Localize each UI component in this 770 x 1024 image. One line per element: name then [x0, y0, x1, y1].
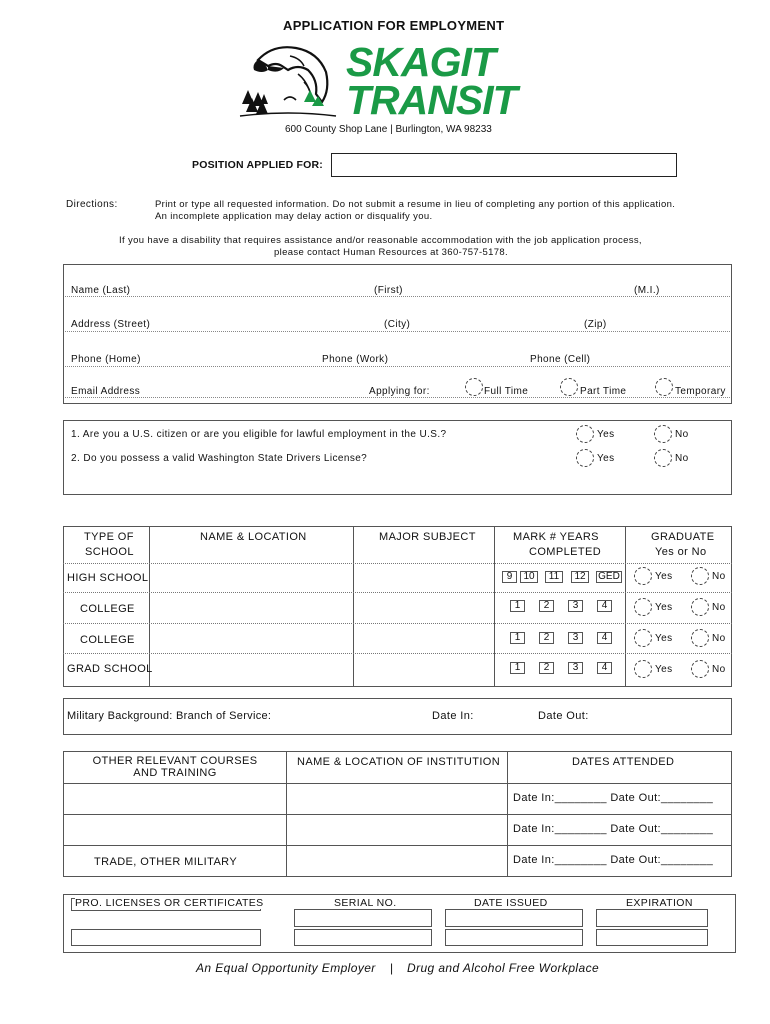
name-underline[interactable] [65, 296, 730, 297]
mi-label: (M.I.) [634, 285, 660, 296]
edu-col-years-1: MARK # YEARS [513, 531, 599, 543]
address-street-label: Address (Street) [71, 319, 151, 330]
edu-col-major: MAJOR SUBJECT [379, 531, 476, 543]
college2-grad-no-radio[interactable] [691, 629, 709, 647]
full-time-label: Full Time [484, 386, 529, 397]
phone-home-label: Phone (Home) [71, 354, 141, 365]
licenses-col-serial: SERIAL NO. [334, 897, 397, 909]
part-time-radio[interactable] [560, 378, 578, 396]
mark-2[interactable]: 2 [539, 662, 554, 674]
college1-grad-yes-radio[interactable] [634, 598, 652, 616]
mark-4[interactable]: 4 [597, 600, 612, 612]
hs-grad-no-label: No [712, 571, 726, 582]
training-col-dates: DATES ATTENDED [572, 756, 675, 768]
training-dates-row[interactable]: Date In:________ Date Out:________ [513, 823, 714, 835]
edu-row-type: GRAD SCHOOL [67, 663, 153, 675]
phone-underline[interactable] [65, 366, 730, 367]
directions-line2: An incomplete application may delay action or disqualify you. [155, 211, 433, 222]
citizen-no-label: No [675, 429, 689, 440]
position-label: POSITION APPLIED FOR: [192, 159, 323, 171]
temporary-label: Temporary [675, 386, 726, 397]
date-issued-field-2[interactable] [445, 929, 583, 946]
license-no-label: No [675, 453, 689, 464]
phone-cell-label: Phone (Cell) [530, 354, 591, 365]
mark-2[interactable]: 2 [539, 600, 554, 612]
mark-2[interactable]: 2 [539, 632, 554, 644]
college2-grad-yes-radio[interactable] [634, 629, 652, 647]
mark-3[interactable]: 3 [568, 632, 583, 644]
mark-1[interactable]: 1 [510, 600, 525, 612]
position-input[interactable] [331, 153, 677, 177]
edu-col-years-2: COMPLETED [529, 546, 602, 558]
email-underline[interactable] [65, 397, 730, 398]
serial-field-1[interactable] [294, 909, 432, 927]
mark-11[interactable]: 11 [545, 571, 563, 583]
licenses-col-expiration: EXPIRATION [626, 897, 693, 909]
citizen-yes-radio[interactable] [576, 425, 594, 443]
college1-grad-yes-label: Yes [655, 602, 673, 613]
hs-grad-no-radio[interactable] [691, 567, 709, 585]
licenses-col-name: PRO. LICENSES OR CERTIFICATES [75, 897, 264, 909]
license-yes-radio[interactable] [576, 449, 594, 467]
grad-grad-yes-label: Yes [655, 664, 673, 675]
edu-col-type-1: TYPE OF [84, 531, 134, 543]
date-issued-field-1[interactable] [445, 909, 583, 927]
training-col-institution: NAME & LOCATION OF INSTITUTION [297, 756, 501, 768]
mark-1[interactable]: 1 [510, 662, 525, 674]
hs-grad-yes-radio[interactable] [634, 567, 652, 585]
grad-grad-yes-radio[interactable] [634, 660, 652, 678]
college2-grad-yes-label: Yes [655, 633, 673, 644]
training-dates-row[interactable]: Date In:________ Date Out:________ [513, 854, 714, 866]
military-branch-label: Military Background: Branch of Service: [67, 710, 272, 722]
grad-grad-no-label: No [712, 664, 726, 675]
part-time-label: Part Time [580, 386, 627, 397]
logo-skagit: SKAGIT [346, 39, 495, 85]
name-last-label: Name (Last) [71, 285, 131, 296]
first-name-label: (First) [374, 285, 403, 296]
serial-field-2[interactable] [294, 929, 432, 946]
mark-3[interactable]: 3 [568, 662, 583, 674]
mark-ged[interactable]: GED [596, 571, 622, 583]
email-label: Email Address [71, 386, 141, 397]
college1-grad-no-radio[interactable] [691, 598, 709, 616]
grad-grad-no-radio[interactable] [691, 660, 709, 678]
training-dates-row[interactable]: Date In:________ Date Out:________ [513, 792, 714, 804]
military-date-in-label: Date In: [432, 710, 474, 722]
directions-label: Directions: [66, 199, 118, 210]
directions-line1: Print or type all requested information. Do not submit a resume in lieu of completing any portion of this application. [155, 199, 676, 210]
disability-line2: please contact Human Resources at 360-757-5178. [274, 247, 509, 258]
logo-transit: TRANSIT [346, 77, 517, 123]
footer-separator: | [390, 961, 394, 975]
company-address: 600 County Shop Lane | Burlington, WA 98233 [285, 124, 492, 135]
full-time-radio[interactable] [465, 378, 483, 396]
question-license: 2. Do you possess a valid Washington State Drivers License? [71, 453, 368, 464]
phone-work-label: Phone (Work) [322, 354, 389, 365]
question-citizen: 1. Are you a U.S. citizen or are you eligible for lawful employment in the U.S.? [71, 429, 447, 440]
footer-drug-free: Drug and Alcohol Free Workplace [407, 961, 600, 975]
edu-col-type-2: SCHOOL [85, 546, 134, 558]
college1-grad-no-label: No [712, 602, 726, 613]
training-trade-label: TRADE, OTHER MILITARY [94, 856, 238, 868]
edu-col-name: NAME & LOCATION [200, 531, 307, 543]
city-label: (City) [384, 319, 411, 330]
edu-col-grad-2: Yes or No [655, 546, 707, 558]
mark-9[interactable]: 9 [502, 571, 517, 583]
citizen-yes-label: Yes [597, 429, 615, 440]
address-underline[interactable] [65, 331, 730, 332]
edu-row-type: COLLEGE [80, 634, 135, 646]
footer-eoe: An Equal Opportunity Employer [196, 961, 376, 975]
license-no-radio[interactable] [654, 449, 672, 467]
mark-3[interactable]: 3 [568, 600, 583, 612]
edu-row-type: COLLEGE [80, 603, 135, 615]
license-name-field-2[interactable] [71, 929, 261, 946]
mark-10[interactable]: 10 [520, 571, 538, 583]
mark-12[interactable]: 12 [571, 571, 589, 583]
licenses-col-issued: DATE ISSUED [474, 897, 548, 909]
mark-4[interactable]: 4 [597, 662, 612, 674]
college2-grad-no-label: No [712, 633, 726, 644]
military-date-out-label: Date Out: [538, 710, 589, 722]
expiration-field-2[interactable] [596, 929, 708, 946]
education-table [63, 526, 732, 687]
hs-grad-yes-label: Yes [655, 571, 673, 582]
edu-col-grad-1: GRADUATE [651, 531, 715, 543]
license-yes-label: Yes [597, 453, 615, 464]
edu-row-type: HIGH SCHOOL [67, 572, 149, 584]
applying-for-label: Applying for: [369, 386, 430, 397]
training-col-courses: OTHER RELEVANT COURSES AND TRAINING [92, 755, 258, 779]
disability-line1: If you have a disability that requires assistance and/or reasonable accommodation with the job application process, [119, 235, 642, 246]
page-title: APPLICATION FOR EMPLOYMENT [283, 18, 505, 33]
zip-label: (Zip) [584, 319, 607, 330]
temporary-radio[interactable] [655, 378, 673, 396]
citizen-no-radio[interactable] [654, 425, 672, 443]
mark-4[interactable]: 4 [597, 632, 612, 644]
expiration-field-1[interactable] [596, 909, 708, 927]
eagle-logo-icon [238, 40, 338, 118]
mark-1[interactable]: 1 [510, 632, 525, 644]
